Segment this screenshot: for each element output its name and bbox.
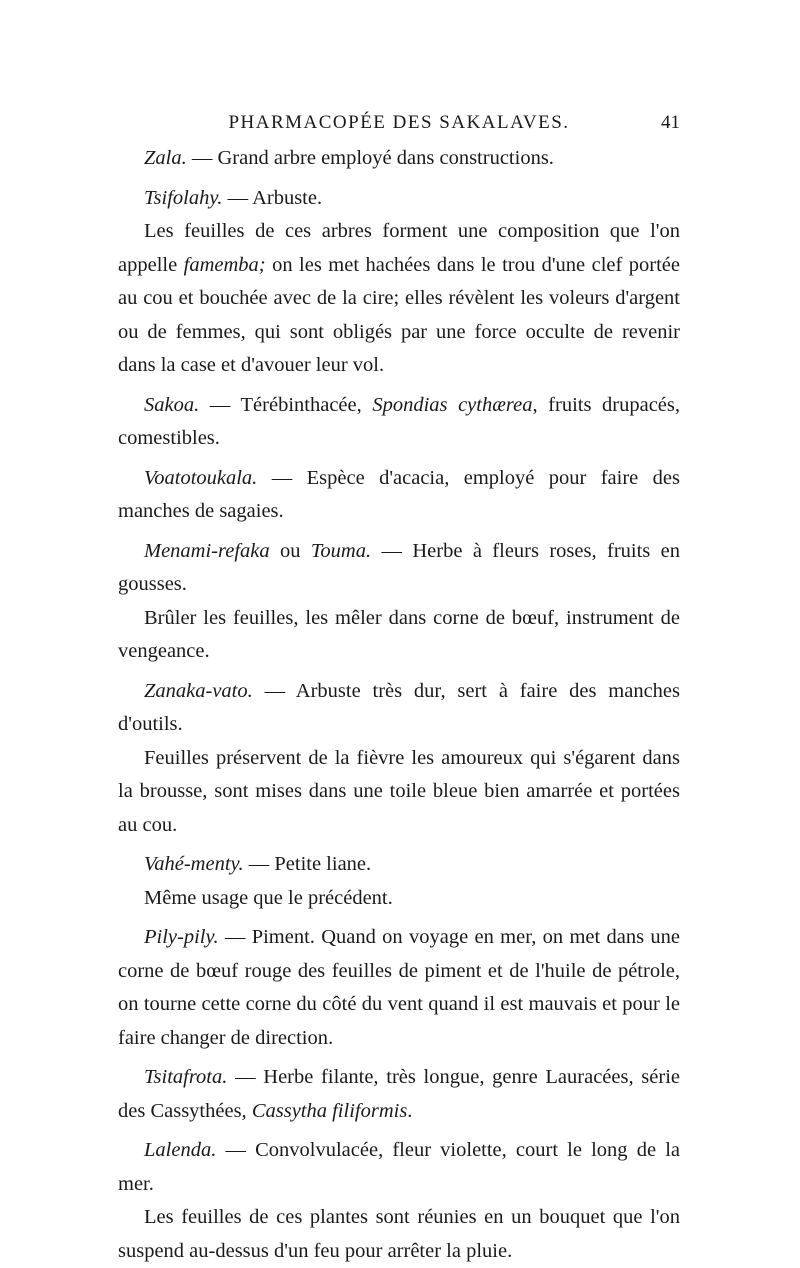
entry-text bbox=[118, 182, 680, 216]
separator: — bbox=[371, 539, 413, 562]
separator: — bbox=[218, 926, 252, 948]
entry-text bbox=[118, 1134, 680, 1201]
plant-name: Tsitafrota. bbox=[144, 1066, 228, 1088]
plant-name: Pily-pily. bbox=[144, 926, 219, 948]
page-body bbox=[118, 142, 680, 1268]
entry-vahe-menty bbox=[118, 848, 680, 915]
separator: — bbox=[227, 1066, 264, 1088]
entry-menami-refaka bbox=[118, 535, 680, 669]
entry-voatotoukala bbox=[118, 462, 680, 529]
plant-name: Zala. bbox=[144, 147, 187, 169]
plant-description: Grand arbre employé dans constructions. bbox=[217, 147, 554, 169]
plant-description: Arbuste. bbox=[252, 186, 323, 209]
plant-description: Espèce d'acacia, employé pour faire des manches de sagaies. bbox=[118, 466, 680, 522]
plant-description: Petite liane. bbox=[274, 853, 372, 875]
plant-name: Lalenda. bbox=[144, 1139, 217, 1161]
entry-text bbox=[118, 462, 680, 529]
separator: — bbox=[216, 1139, 256, 1161]
separator: — bbox=[186, 147, 218, 169]
entry-paragraph: Même usage que le précédent. bbox=[144, 886, 393, 909]
entry-text bbox=[118, 848, 680, 882]
plant-description: Herbe filante, très longue, genre Lauracées, série des Cassythées, bbox=[118, 1066, 680, 1122]
plant-description: Herbe à fleurs roses, fruits en gousses. bbox=[118, 539, 680, 595]
entry-lalenda bbox=[118, 1134, 680, 1268]
plant-name: Sakoa. bbox=[144, 393, 200, 416]
entry-text bbox=[118, 142, 680, 176]
entry-text bbox=[118, 535, 680, 602]
entry-tsifolahy bbox=[118, 182, 680, 383]
plant-description-rest: . bbox=[407, 1099, 413, 1122]
separator: — bbox=[252, 679, 296, 702]
running-title: PHARMACOPÉE DES SAKALAVES. bbox=[228, 112, 570, 133]
page-number: 41 bbox=[661, 112, 680, 133]
plant-name: Vahé-menty. bbox=[144, 853, 244, 875]
separator: — bbox=[222, 186, 253, 209]
paragraph-text: Les feuilles de ces arbres forment une composition que l'on appelle bbox=[118, 220, 680, 276]
separator: — bbox=[257, 466, 307, 489]
plant-description: Piment. Quand on voyage en mer, on met dans une corne de bœuf rouge des feuilles de piment et de l'huile de pétrole, on tourne cette corne du côté du vent quand il est mauvais et pour le faire changer de direction. bbox=[118, 926, 680, 1049]
entry-paragraph: Brûler les feuilles, les mêler dans corne de bœuf, instrument de vengeance. bbox=[118, 606, 680, 662]
entry-sakoa bbox=[118, 389, 680, 456]
entry-pily-pily bbox=[118, 921, 680, 1055]
plant-description: Térébinthacée, bbox=[240, 393, 373, 416]
page-header bbox=[118, 112, 680, 142]
paragraph-text-rest: on les met hachées dans le trou d'une clef portée au cou et bouchée avec de la cire; elles révèlent les voleurs d'argent ou de femmes, qui sont obligés par une force occulte de revenir dans la case et d'avouer leur vol. bbox=[118, 253, 680, 376]
entry-text bbox=[118, 1061, 680, 1128]
plant-name: Tsifolahy. bbox=[144, 186, 223, 209]
separator: — bbox=[243, 853, 275, 875]
local-term: famemba; bbox=[183, 253, 266, 276]
plant-description: Convolvulacée, fleur violette, court le long de la mer. bbox=[118, 1139, 680, 1195]
plant-description-rest: , fruits drupacés, comestibles. bbox=[118, 393, 680, 449]
entry-zala bbox=[118, 142, 680, 176]
entry-paragraph bbox=[118, 215, 680, 383]
entry-paragraph: Feuilles préservent de la fièvre les amoureux qui s'égarent dans la brousse, sont mises dans une toile bleue bien amarrée et portées au cou. bbox=[118, 746, 680, 836]
plant-name: Zanaka-vato. bbox=[144, 679, 253, 702]
entry-zanaka-vato bbox=[118, 675, 680, 843]
entry-text bbox=[118, 675, 680, 742]
scientific-name: Spondias cythærea bbox=[372, 393, 533, 416]
plant-name-alt: Touma. bbox=[310, 539, 372, 562]
entry-text bbox=[118, 921, 680, 1055]
entry-text bbox=[118, 389, 680, 456]
entry-tsitafrota bbox=[118, 1061, 680, 1128]
entry-paragraph: Les feuilles de ces plantes sont réunies en un bouquet que l'on suspend au-dessus d'un feu pour arrêter la pluie. bbox=[118, 1206, 680, 1262]
separator: — bbox=[199, 393, 241, 416]
plant-description: Arbuste très dur, sert à faire des manches d'outils. bbox=[118, 679, 680, 735]
scientific-name: Cassytha filiformis bbox=[251, 1099, 408, 1122]
plant-name: Voatotoukala. bbox=[144, 466, 258, 489]
plant-name: Menami-refaka bbox=[144, 539, 270, 562]
name-conjunction: ou bbox=[269, 539, 311, 562]
